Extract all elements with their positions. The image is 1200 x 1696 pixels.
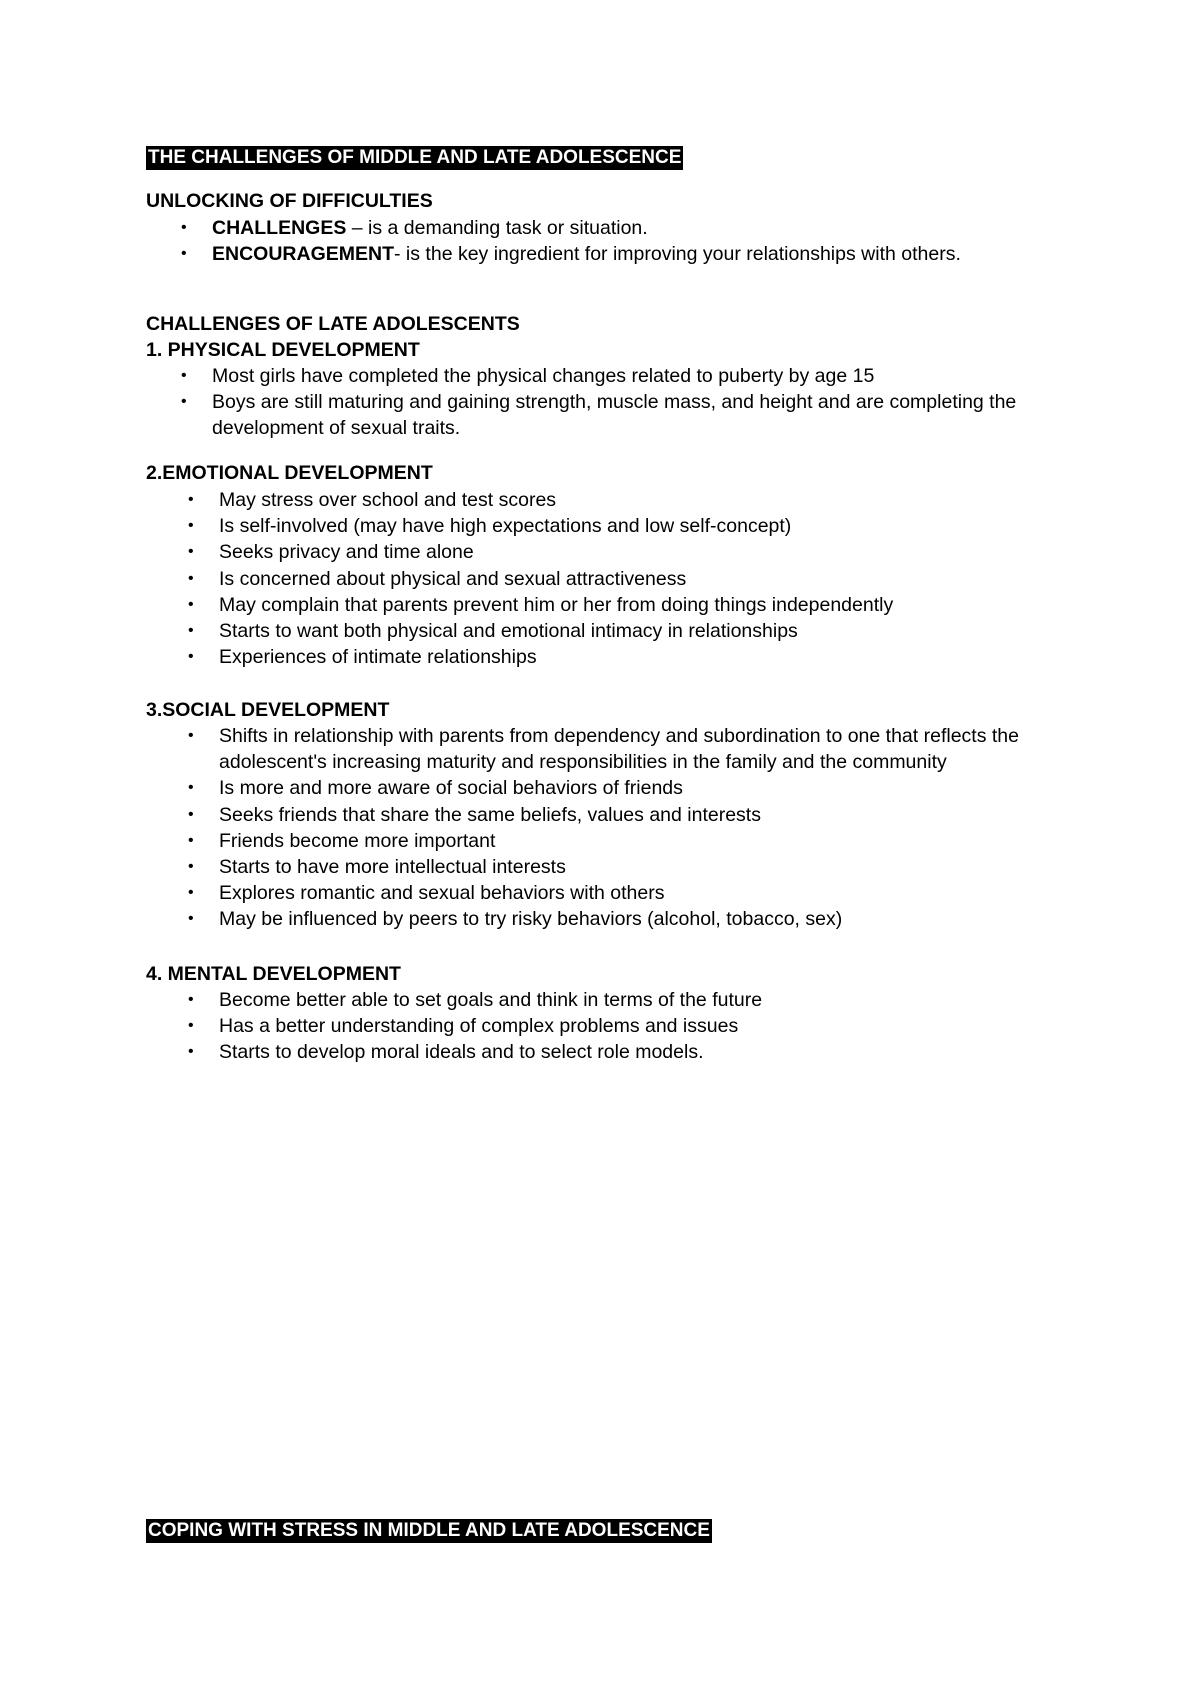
list-item-text: Is self-involved (may have high expectations and low self-concept) xyxy=(219,515,792,538)
term-label: CHALLENGES xyxy=(212,217,347,239)
social-heading: 3.SOCIAL DEVELOPMENT xyxy=(146,699,390,721)
list-item xyxy=(188,906,1092,932)
list-item xyxy=(188,775,1092,801)
list-item-text: Become better able to set goals and think in terms of the future xyxy=(219,989,763,1011)
bullet-icon: • xyxy=(188,991,194,1008)
term-label: ENCOURAGEMENT xyxy=(212,243,395,266)
bullet-icon: • xyxy=(188,491,194,508)
bullet-icon: • xyxy=(188,569,194,587)
unlocking-list xyxy=(181,215,1092,267)
list-item xyxy=(188,644,1092,670)
list-item xyxy=(188,802,1092,828)
late-adolescents-heading: CHALLENGES OF LATE ADOLESCENTS xyxy=(146,313,520,335)
list-item xyxy=(188,828,1092,854)
social-list xyxy=(188,723,1092,933)
list-item-text: Is more and more aware of social behaviors of friends xyxy=(219,777,683,800)
list-item-text: Starts to have more intellectual interests xyxy=(219,856,566,879)
list-item-text: Is concerned about physical and sexual attractiveness xyxy=(219,567,687,590)
list-item-text: Friends become more important xyxy=(219,829,496,852)
unlocking-heading: UNLOCKING OF DIFFICULTIES xyxy=(146,190,433,212)
list-item-text: May be influenced by peers to try risky behaviors (alcohol, tobacco, sex) xyxy=(219,908,843,931)
bullet-icon: • xyxy=(188,884,194,902)
list-item xyxy=(188,854,1092,880)
list-item-text: Seeks privacy and time alone xyxy=(219,541,474,564)
list-item-text: Explores romantic and sexual behaviors with others xyxy=(219,882,665,905)
bullet-icon: • xyxy=(188,858,194,876)
emotional-list xyxy=(188,487,1092,670)
list-item-text: Boys are still maturing and gaining strength, muscle mass, and height and are completing the development of sexual traits. xyxy=(212,391,1017,440)
bullet-icon: • xyxy=(188,517,194,535)
emotional-heading: 2.EMOTIONAL DEVELOPMENT xyxy=(146,462,433,484)
list-item-text: Starts to want both physical and emotional intimacy in relationships xyxy=(219,620,798,643)
list-item-text: May stress over school and test scores xyxy=(219,489,557,511)
list-item-text: Starts to develop moral ideals and to select role models. xyxy=(219,1041,704,1064)
list-item-text: Has a better understanding of complex problems and issues xyxy=(219,1015,739,1038)
list-item xyxy=(188,987,1092,1013)
list-item-text: Shifts in relationship with parents from dependency and subordination to one that reflects the adolescent's increasing maturity and responsibilities in the family and the community xyxy=(219,725,1019,774)
list-item-text: Seeks friends that share the same beliefs, values and interests xyxy=(219,803,761,826)
bullet-icon: • xyxy=(188,831,194,849)
bullet-icon: • xyxy=(188,595,194,613)
bullet-icon: • xyxy=(188,543,194,561)
mental-list xyxy=(188,987,1092,1066)
list-item xyxy=(188,592,1092,618)
list-item xyxy=(188,1039,1092,1065)
term-definition: – is a demanding task or situation. xyxy=(346,217,648,239)
bullet-icon: • xyxy=(188,910,194,928)
list-item xyxy=(181,389,1092,441)
bullet-icon: • xyxy=(188,648,194,666)
bullet-icon: • xyxy=(188,1017,194,1035)
bullet-icon: • xyxy=(188,805,194,823)
list-item xyxy=(188,880,1092,906)
list-item xyxy=(188,487,1092,513)
bullet-icon: • xyxy=(181,367,187,384)
title-banner: THE CHALLENGES OF MIDDLE AND LATE ADOLESCENCE xyxy=(148,147,682,168)
list-item xyxy=(181,363,1092,389)
bullet-icon: • xyxy=(188,779,194,797)
bullet-icon: • xyxy=(181,219,187,236)
list-item-text: Experiences of intimate relationships xyxy=(219,646,537,669)
list-item xyxy=(188,723,1092,775)
mental-heading: 4. MENTAL DEVELOPMENT xyxy=(146,963,401,985)
physical-heading: 1. PHYSICAL DEVELOPMENT xyxy=(146,339,420,361)
bullet-icon: • xyxy=(188,1043,194,1061)
list-item-text: May complain that parents prevent him or her from doing things independently xyxy=(219,593,894,616)
list-item xyxy=(181,241,1092,267)
coping-banner: COPING WITH STRESS IN MIDDLE AND LATE ADOLESCENCE xyxy=(148,1520,710,1541)
list-item xyxy=(188,539,1092,565)
term-definition: - is the key ingredient for improving your relationships with others. xyxy=(394,243,961,266)
list-item xyxy=(188,513,1092,539)
bullet-icon: • xyxy=(181,245,187,263)
bullet-icon: • xyxy=(188,622,194,640)
list-item xyxy=(188,1013,1092,1039)
physical-list xyxy=(181,363,1092,442)
list-item xyxy=(188,618,1092,644)
bullet-icon: • xyxy=(188,727,194,744)
list-item xyxy=(188,566,1092,592)
list-item-text: Most girls have completed the physical changes related to puberty by age 15 xyxy=(212,365,875,387)
bullet-icon: • xyxy=(181,393,187,411)
list-item xyxy=(181,215,1092,241)
